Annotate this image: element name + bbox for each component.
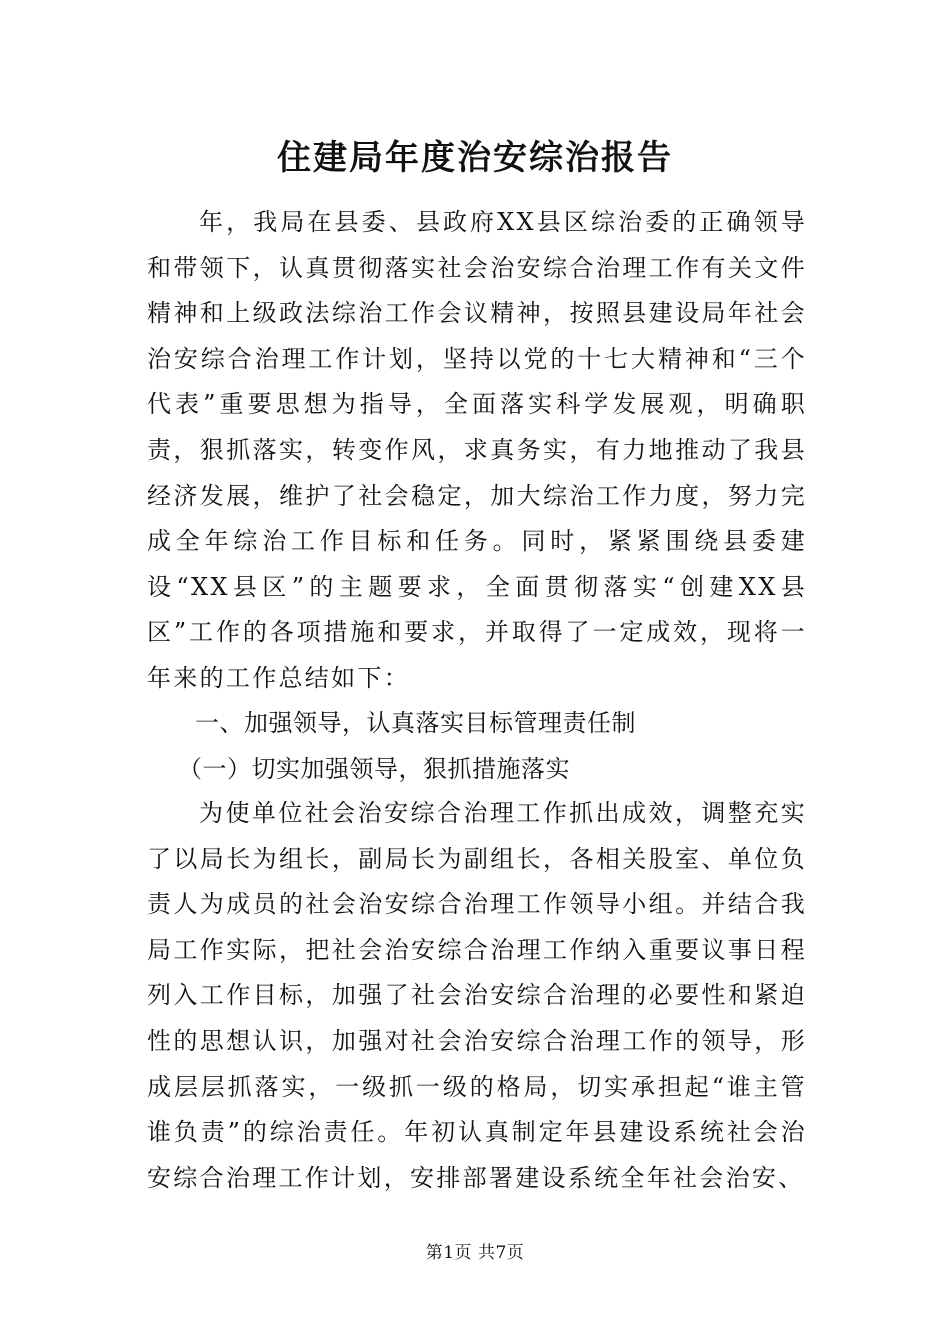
document-title: 住建局年度治安综治报告 xyxy=(277,138,673,178)
body-paragraph: 为使单位社会治安综合治理工作抓出成效，调整充实了以局长为组长，副局长为副组长，各相关股室、单位负责人为成员的社会治安综合治理工作领导小组。并结合我局工作实际，把社会治安综合治理工作纳入重要议事日程列入工作目标，加强了社会治安综合治理的必要性和紧迫性的思想认识，加强对社会治安综合治理工作的领导，形成层层抓落实，一级抓一级的格局，切实承担起“谁主管谁负责”的综治责任。年初认真制定年县建设系统社会治安综合治理工作计划，安排部署建设系统全年社会治安、 xyxy=(147,799,807,1192)
subsection-heading-1: （一）切实加强领导，狠抓措施落实 xyxy=(178,755,570,783)
intro-paragraph: 年，我局在县委、县政府XX县区综治委的正确领导和带领下，认真贯彻落实社会治安综合治理工作有关文件精神和上级政法综治工作会议精神，按照县建设局年社会治安综合治理工作计划，坚持以党的十七大精神和“三个代表”重要思想为指导，全面落实科学发展观，明确职责，狠抓落实，转变作风，求真务实，有力地推动了我县经济发展，维护了社会稳定，加大综治工作力度，努力完成全年综治工作目标和任务。同时，紧紧围绕县委建设“XX县区”的主题要求，全面贯彻落实“创建XX县区”工作的各项措施和要求，并取得了一定成效，现将一年来的工作总结如下： xyxy=(147,208,807,692)
section-heading-1: 一、加强领导，认真落实目标管理责任制 xyxy=(195,709,636,737)
page-footer: 第1页 共7页 xyxy=(425,1243,525,1263)
